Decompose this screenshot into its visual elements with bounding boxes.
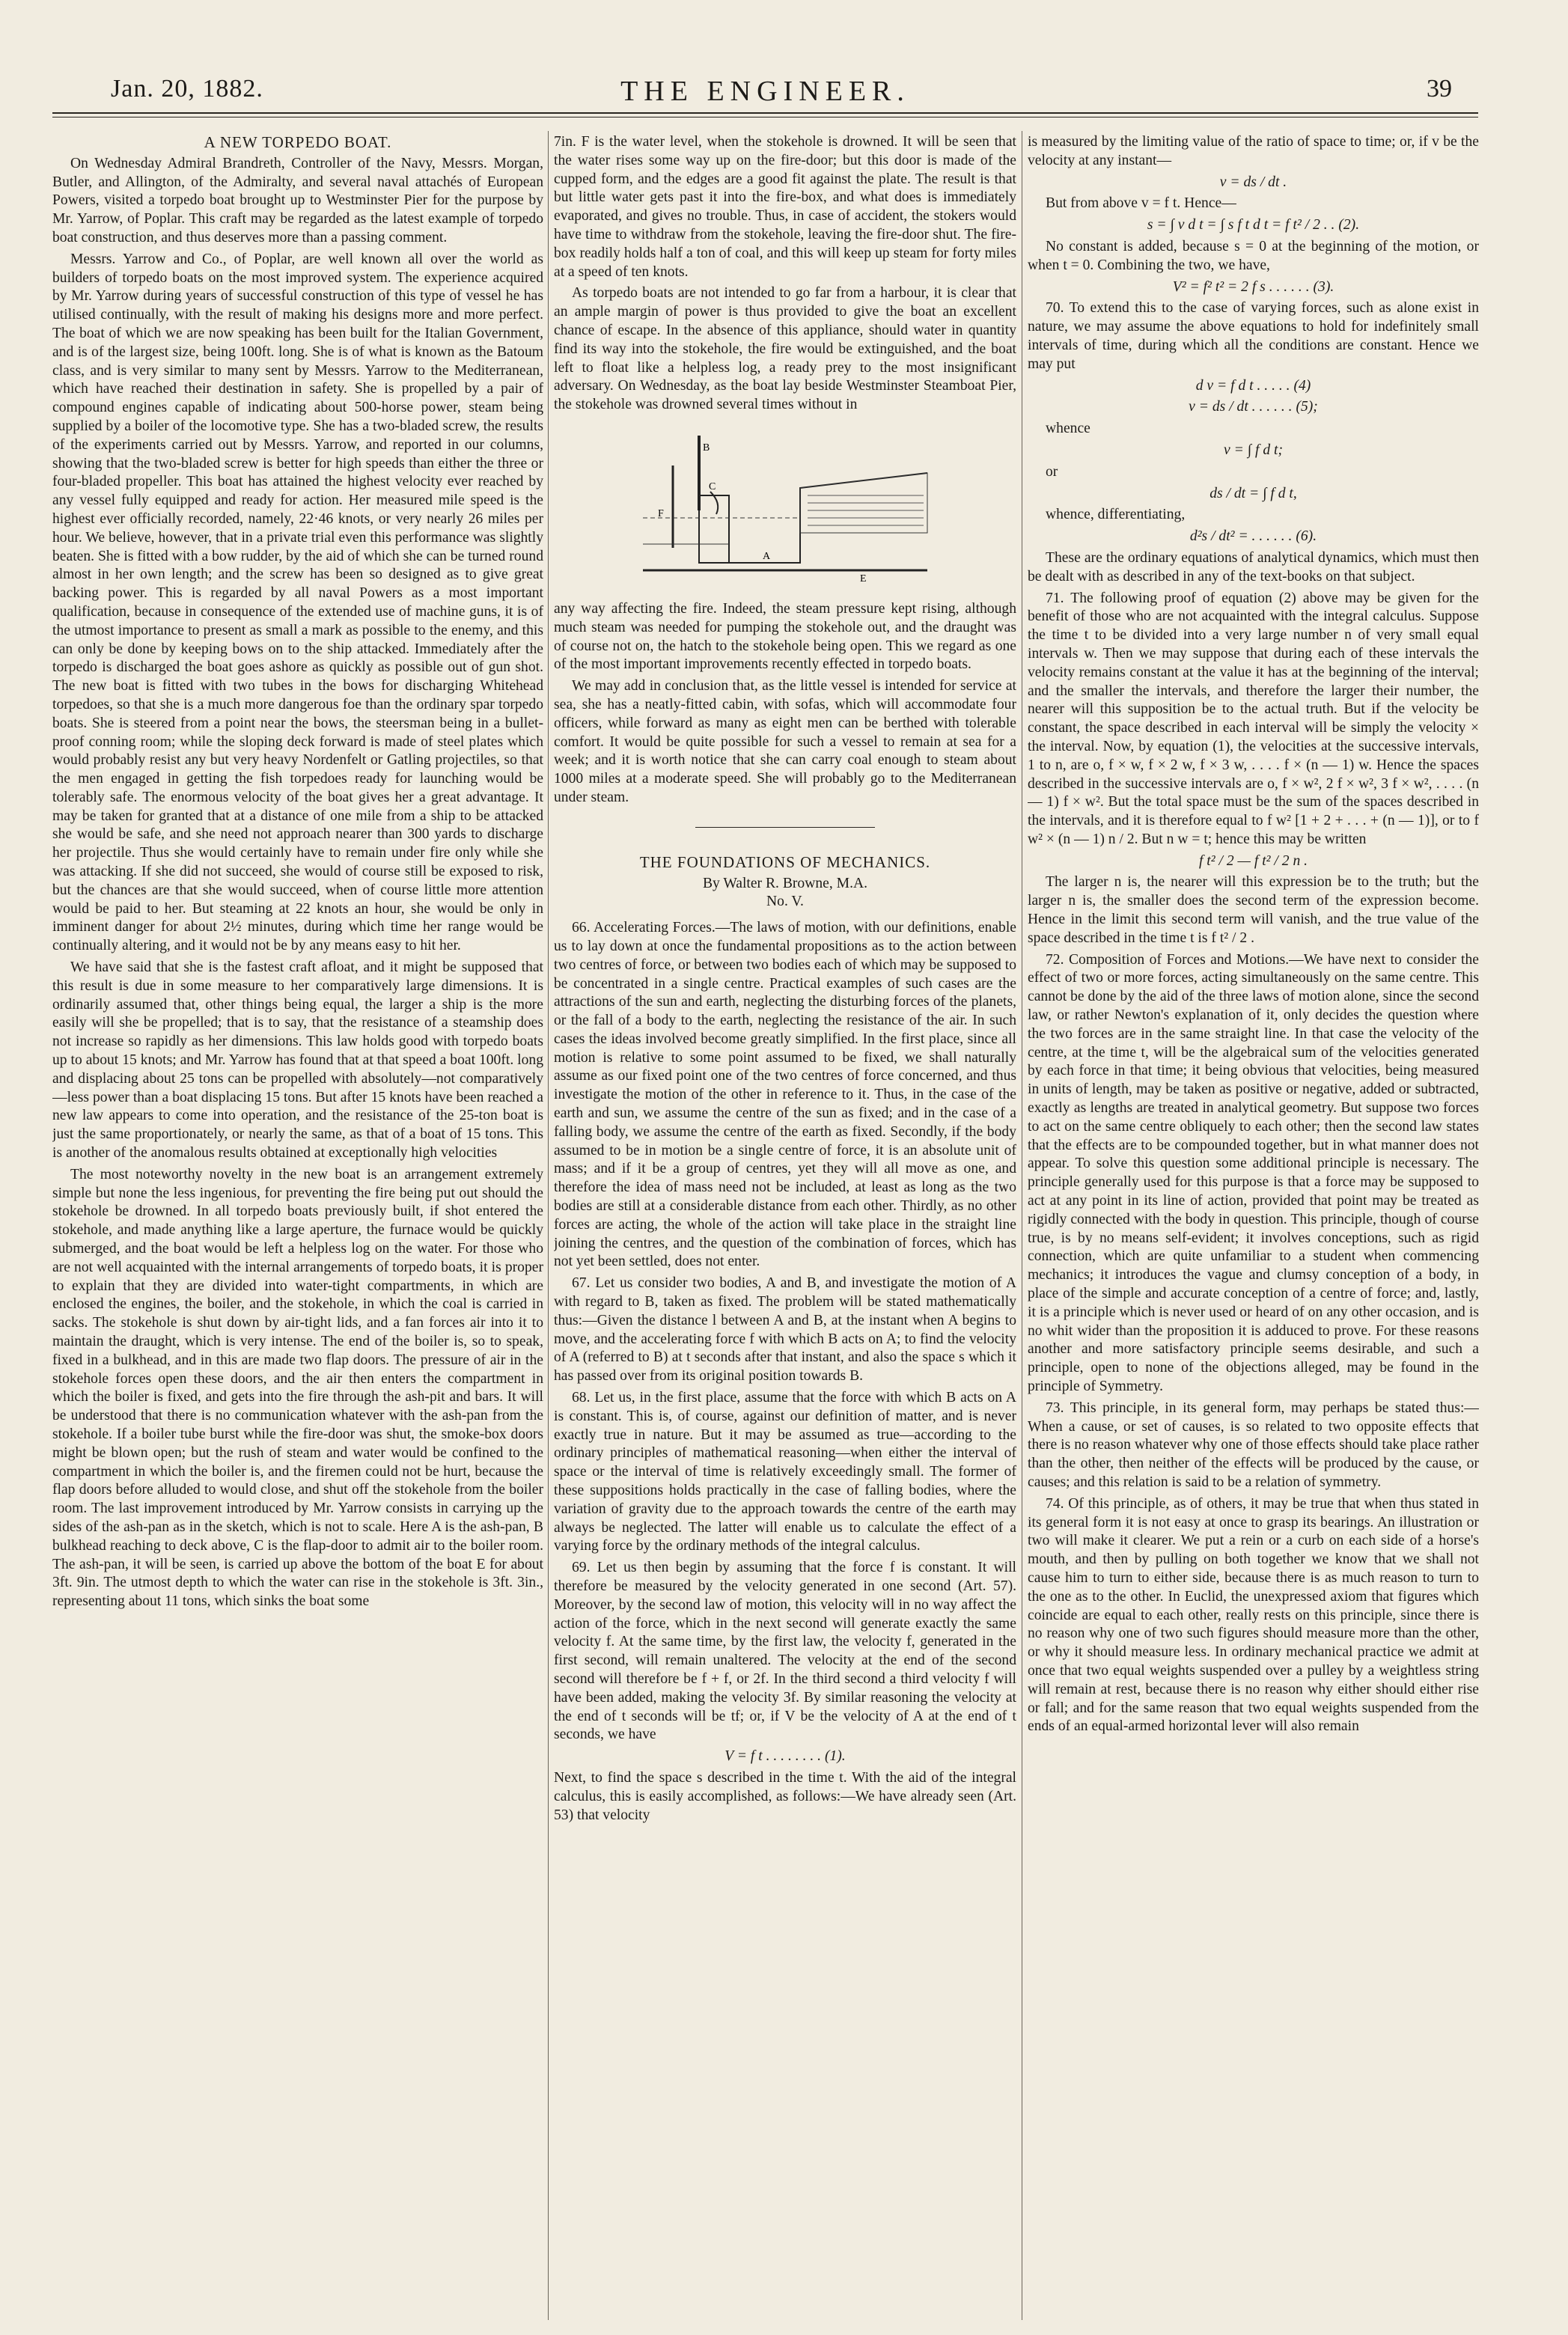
article-number: No. V. (766, 894, 804, 910)
article-paragraph: or (1046, 463, 1058, 480)
equation-1: V = f t . . . . . . . . (1). (724, 1748, 846, 1765)
header-rule (52, 112, 1478, 114)
publication-title: THE ENGINEER. (620, 76, 910, 107)
mechanics-article-continued (1028, 133, 1479, 1736)
article-paragraph: whence (1046, 421, 1090, 437)
article-byline: By Walter R. Browne, M.A. (702, 875, 868, 891)
torpedo-article-conclusion (554, 600, 1016, 808)
label-a: A (763, 550, 771, 562)
torpedo-article-continued (554, 133, 1016, 415)
article-paragraph: 69. Let us then begin by assuming that the force f is constant. It will therefore be measured by the velocity generated in one second (Art. 57). Moreover, by the second law of motion, this velocity will in no way affect the action of the force, which in the next second will generate exactly the same velocity f. At the same time, by the first law, the velocity f, generated in the first second, will remain unaltered. The velocity at the end of the second second will therefore be f + f, or 2f. In the third second a third velocity f will have been added, making the velocity 3f. By similar reasoning the velocity at the end of t seconds will be tf; or, if V be the velocity of A at the end of t seconds, we have (554, 1560, 1016, 1743)
mechanics-paragraph: Next, to find the space s described in the time t. With the aid of the integral calculus, this is easily accomplished, as follows:—We have already seen (Art. 53) that velocity (554, 1769, 1016, 1823)
column-divider (548, 131, 549, 2320)
torpedo-article-body (52, 155, 543, 1611)
article-paragraph: is measured by the limiting value of the ratio of space to time; or, if v be the velocity at any instant— (1028, 134, 1479, 168)
column-3 (1028, 133, 1479, 2319)
article-paragraph: any way affecting the fire. Indeed, the steam pressure kept rising, although much steam was needed for pumping the stokehole out, and the draught was of course not on, the hatch to the stokehole being open. This we regard as one of the most important improvements recently effected in torpedo boats. (554, 600, 1016, 673)
article-paragraph: 66. Accelerating Forces.—The laws of motion, with our definitions, enable us to lay down at once the fundamental propositions as to the action between two centres of force, or between two bodies each of which may be supposed to be concentrated in a single centre. Practical examples of such cases are the attractions of the sun and earth, neglecting the disturbing forces of the planets, or the fall of a body to the earth, neglecting the resistance of the air. In such cases the ideas involved become greatly simplified. In the first place, since all motion is relative to some point assumed to be fixed, we shall naturally assume as our fixed point one of the two centres of force concerned, and thus investigate the motion of the other in reference to it. Thus, in the case of the earth and sun, we assume the centre of the sun as fixed; and in the case of a falling body, we assume the centre of the earth as fixed. Secondly, if the body assumed to be in motion be a single centre of force, it is an absolute unit of mass; and if it be a group of centres, yet they will all move as one, and therefore the idea of mass need not be included, at least as long as the two bodies are still at a considerable distance from each other. Thirdly, as no other forces are acting, the whole of the action will take place in the straight line joining the centres, and the question of the combination of forces, which has not yet been settled, does not enter. (554, 920, 1016, 1270)
article-paragraph: We have said that she is the fastest craft afloat, and it might be supposed that this result is due in some measure to her comparatively large dimensions. It is ordinarily assumed that, other things being equal, the larger a ship is the more easily will she be propelled; that is to say, that the resistance of a steamship does not increase so rapidly as her dimensions. This law holds good with torpedo boats up to about 15 knots; and Mr. Yarrow has found that at that speed a boat 100ft. long and displacing about 25 tons can be propelled with absolutely—not comparatively—less power than a boat displacing 15 tons. But after 15 knots have been reached a new law appears to come into operation, and the resistance of the 25-ton boat is just the same proportionately, or nearly the same, as that of a boat of 15 tons. This is another of the anomalous results obtained at exceptionally high velocities (52, 959, 543, 1162)
equation: d v = f d t . . . . . (4) (1195, 377, 1311, 394)
article-paragraph: On Wednesday Admiral Brandreth, Controller of the Navy, Messrs. Morgan, Butler, and Allington, of the Admiralty, and several naval attachés of European Powers, visited a torpedo boat brought up to Westminster Pier for the purpose by Mr. Yarrow, of Poplar. This craft may be regarded as the latest example of torpedo boat construction, and thus deserves more than a passing comment. (52, 155, 543, 245)
article-paragraph: 68. Let us, in the first place, assume that the force with which B acts on A is constant. This is, of course, against our definition of matter, and is never exactly true in nature. But it may be assumed as true—according to the ordinary principles of mathematical reasoning—when either the interval of space or the interval of time is relatively exceedingly small. The former of these suppositions holds practically in the case of falling bodies, where the variation of gravity due to the approach towards the centre of the earth may always be neglected. The latter will enable us to calculate the effect of a varying force by the ordinary methods of the integral calculus. (554, 1390, 1016, 1554)
equation: v = ∫ f d t; (1224, 442, 1283, 458)
article-paragraph: Messrs. Yarrow and Co., of Poplar, are well known all over the world as builders of torpedo boats on the most improved system. The experience acquired by Mr. Yarrow during years of successful construction of this type of vessel he has utilised continually, with the result of making his designs more and more perfect. The boat of which we are now speaking has been built for the Italian Government, and is of the largest size, being 100ft. long. She is of what is known as the Batoum class, and is very similar to many sent by Messrs. Yarrow to the Mediterranean, which have reached their destination in safety. She is propelled by a pair of compound engines capable of indicating about 500-horse power, steam being supplied by a boiler of the locomotive type. She has a two-bladed screw, the results of the experiments carried out by Messrs. Yarrow, and reported in our columns, showing that the two-bladed screw is better for high speeds than either the three or four-bladed propeller. This boat has attained the highest velocity ever reached by any vessel fully equipped and ready for action. Her measured mile speed is the highest ever officially recorded, namely, 22·46 knots, or very nearly 26 miles per hour. We believe, however, that in a private trial even this performance was slightly beaten. She is fitted with a bow rudder, by the aid of which she can be turned round almost in her own length; and the screw has been so designed as to give great backing power. This is regarded by all naval Powers as a most important qualification, because in consequence of the extended use of machine guns, it is of the utmost importance to present as small a mark as possible to the enemy, and this can only be done by keeping bows on to the ship attacked. Immediately after the torpedo is discharged the boat goes ashore as quickly as possible out of gun shot. The new boat is fitted with two tubes in the bows for discharging Whitehead torpedoes, so that she is a much more dangerous foe than the ordinary spar torpedo boats. She is steered from a point near the bows, the steersman being in a bullet-proof conning room; while the sloping deck forward is made of steel plates which would probably resist any but very heavy Nordenfelt or Gatling projectiles, so that the men engaged in getting the fish torpedoes ready for launching would be tolerably safe. The enormous velocity of the boat gives her a great advantage. It may be taken for granted that at a distance of one mile from a ship to be attacked she would be safe, and she need not approach nearer than 300 yards to discharge her projectile. Thus she would certainly have to remain under fire only while she was attacking. If she did not succeed, she would of course still be exposed to risk, but the chances are that she would succeed, when of course little more attention would be paid to her. But steaming at 22 knots an hour, she would be only in imminent danger for about 2½ minutes, during which time her range would be continually altering, and it would not be by any means easy to hit her. (52, 251, 543, 954)
column-1 (52, 133, 543, 2319)
article-title-mechanics: THE FOUNDATIONS OF MECHANICS. (639, 852, 931, 871)
page-number: 39 (1427, 75, 1452, 103)
article-paragraph: 74. Of this principle, as of others, it may be true that when thus stated in its general form it is not easy at once to grasp its bearings. An illustration or two will make it clearer. We put a rein or a curb on each side of a horse's mouth, and then by pulling on both together we know that we shall not cause him to turn to either side, because there is as much reason to turn to the one as to the other. In Euclid, the unexpressed axiom that figures which coincide are equal to each other, really rests on this principle, since there is no reason why one of two such figures should measure more than the other, or why it should measure less. In ordinary mechanical practice we admit at once that two equal weights suspended over a pulley by a weightless string will remain at rest, because there is no reason why either should either rise or fall; and for the same reason that two equal weights suspended from the ends of an equal-armed horizontal lever will also remain (1028, 1495, 1479, 1735)
label-f: F (658, 507, 664, 519)
equation: d²s / dt² = . . . . . . (6). (1189, 528, 1317, 545)
mechanics-article-body (554, 919, 1016, 1745)
column-2 (554, 133, 1016, 2319)
equation: v = ds / dt . (1219, 174, 1287, 190)
label-e: E (860, 573, 867, 584)
equation: f t² / 2 — f t² / 2 n . (1198, 852, 1308, 869)
article-title-torpedo: A NEW TORPEDO BOAT. (204, 133, 392, 151)
article-paragraph: We may add in conclusion that, as the little vessel is intended for service at sea, she has a neatly-fitted cabin, with sofas, which will accommodate four officers, while forward as many as eight men can be berthed with tolerable comfort. It would be quite possible for such a vessel to remain at sea for a week; and it is worth notice that she can carry coal enough to steam about 1000 miles at a moderate speed. She will probably go to the Mediterranean under steam. (554, 678, 1016, 805)
label-b: B (703, 442, 710, 454)
article-divider (695, 827, 875, 828)
article-paragraph: 67. Let us consider two bodies, A and B, and investigate the motion of A with regard to B, taken as fixed. The problem will be stated mathematically thus:—Given the distance l between A and B, at the instant when A begins to move, and the accelerating force f with which B acts on A; to find the velocity of A (referred to B) at t seconds after that instant, and also the space s which it has passed over from its original position towards B. (554, 1275, 1016, 1385)
equation: s = ∫ v d t = ∫ s f t d t = f t² / 2 . . (2). (1147, 217, 1360, 234)
equation: ds / dt = ∫ f d t, (1209, 485, 1297, 501)
label-c: C (709, 480, 716, 492)
issue-date: Jan. 20, 1882. (111, 75, 263, 103)
article-paragraph: These are the ordinary equations of analytical dynamics, which must then be dealt with as described in any of the text-books on that subject. (1028, 549, 1479, 584)
article-paragraph: 73. This principle, in its general form, may perhaps be stated thus:—When a cause, or set of causes, is so related to two opposite effects that there is no reason whatever why one of those effects should take place rather than the other, then neither of the effects will be produced by the cause, or causes; and this relation is said to be a relation of symmetry. (1028, 1400, 1479, 1490)
equation: v = ds / dt . . . . . . (5); (1189, 399, 1318, 415)
article-paragraph: The most noteworthy novelty in the new boat is an arrangement extremely simple but none the less ingenious, for preventing the fire being put out should the stokehole be drowned. In all torpedo boats previously built, if shot entered the stokehole, and made anything like a large aperture, the furnace would be quickly submerged, and the boat would be left a helpless log on the water. For those who are not well acquainted with the internal arrangements of torpedo boats, it is proper to explain that they are divided into water-tight compartments, in which are enclosed the engines, the boiler, and the stokehole, in which the coal is carried in sacks. The stokehole is shut down by air-tight lids, and a fan forces air into it to maintain the draught, which is very intense. The end of the boiler is, so to speak, fixed in a bulkhead, and in this are made two flap doors. The pressure of air in the stokehole forces open these doors, and the air then enters the compartment in which the boiler is fixed, and gets into the fire through the ash-pit and bars. It will be understood that there is no communication whatever with the ash-pan from the stokehole. If a boiler tube burst while the fire-door was shut, the smoke-box doors might be blown open; but the rush of steam and water would be confined to the compartment in which the boiler is, and the firemen could not be hurt, because the flap doors before alluded to would close, and shut off the stokehole from the boiler room. The last improvement introduced by Mr. Yarrow consists in carrying up the sides of the ash-pan as in the sketch, which is not to scale. Here A is the ash-pan, B bulkhead reaching to deck above, C is the flap-door to admit air to the boiler room. The ash-pan, it will be seen, is carried up above the bottom of the boat E for about 3ft. 9in. The utmost depth to which the water can rise in the stokehole is 3ft. 3in., representing about 11 tons, which sinks the boat some (52, 1166, 543, 1610)
article-paragraph: whence, differentiating, (1046, 507, 1186, 523)
article-paragraph: The larger n is, the nearer will this expression be to the truth; but the larger n is, the smaller does the second term of the expression become. Hence in the limit this second term will vanish, and the true value of the space described in the time t is f t² / 2 . (1028, 874, 1479, 946)
article-paragraph: 7in. F is the water level, when the stokehole is drowned. It will be seen that the water rises some way up on the fire-door; but this door is made of the cupped form, and the edges are a good fit against the plate. The result is that but little water gets past it into the fire-box, and what does is immediately evaporated, and gives no trouble. Thus, in case of accident, the stokers would have time to withdraw from the stokehole, leaving the fire-door shut. The fire-box readily holds half a ton of coal, and this will keep up steam for forty miles at a speed of ten knots. (554, 134, 1016, 280)
article-paragraph: As torpedo boats are not intended to go far from a harbour, it is clear that an ample margin of power is thus provided to give the boat an excellent chance of escape. In the absence of this appliance, should water in quantity find its way into the stokehole, the fire would be extinguished, and the boat left to float like a helpless log, a ready prey to the most insignificant adversary. On Wednesday, as the boat lay beside Westminster Steamboat Pier, the stokehole was drowned several times without in (554, 285, 1016, 413)
article-paragraph: No constant is added, because s = 0 at the beginning of the motion, or when t = 0. Combining the two, we have, (1028, 238, 1479, 273)
article-paragraph: But from above v = f t. Hence— (1046, 195, 1236, 212)
equation: V² = f² t² = 2 f s . . . . . . (3). (1172, 278, 1334, 295)
stokehole-sketch (628, 421, 942, 593)
article-paragraph: 71. The following proof of equation (2) above may be given for the benefit of those who are not acquainted with the integral calculus. Suppose the time t to be divided into a very large number n of very small equal intervals w. Then we may suppose that during each of these intervals the velocity remains constant at the value it has at the beginning of the interval; and the smaller the intervals, and therefore the larger their number, the nearer will this supposition be to the actual truth. But if the velocity be constant, the space described in each interval will be simply the velocity × the interval. Now, by equation (1), the velocities at the successive intervals, 1 to n, are o, f × w, f × 2 w, f × 3 w, . . . . f × (n — 1) w. Hence the spaces described in the successive intervals are o, f × w², 2 f × w², 3 f × w², . . . . (n — 1) f × w². But the total space must be the sum of the spaces described in the intervals, and it is therefore equal to f w² [1 + 2 + . . . + (n — 1)], or to f w² × (n — 1) n / 2. But n w = t; hence this may be written (1028, 590, 1479, 847)
article-paragraph: 72. Composition of Forces and Motions.—We have next to consider the effect of two or more forces, acting simultaneously on the same centre. This cannot be done by the aid of the three laws of motion alone, since the second law, or rather Newton's explanation of it, only decides the question where the two forces are in the same straight line. In that case the velocity of the centre, at the time t, will be the algebraical sum of the velocities generated by each force in that time; it being obvious that velocities, being measured in units of length, may be taken as positive or negative, added or subtracted, exactly as lengths are treated in analytical geometry. But suppose two forces to act on the same centre obliquely to each other; then the second law states that the effects are to be compounded together, but in what manner does not appear. To solve this question some additional principle is necessary. The principle generally used for this purpose is that a force may be supposed to act at any point in its line of action, provided that point may be treated as rigidly connected with the body in question. This principle, though of course true, is by no means self-evident; it involves conceptions, such as rigid connection, which are quite unfamiliar to a student when commencing mechanics; it introduces the vague and clumsy conception of a body, in place of the simple and accurate conception of a centre of force; and, lastly, it is a principle which is never used or heard of on any other occasion, and is no whit wider than the proposition it is adduced to prove. For these reasons another and more satisfactory principle seems desirable, and such a principle, open to none of the objections alleged, may be found in the principle of Symmetry. (1028, 951, 1479, 1394)
article-paragraph: 70. To extend this to the case of varying forces, such as alone exist in nature, we may assume the above equations to hold for indefinitely small intervals of time, during which all the conditions are constant. Hence we may put (1028, 300, 1479, 372)
